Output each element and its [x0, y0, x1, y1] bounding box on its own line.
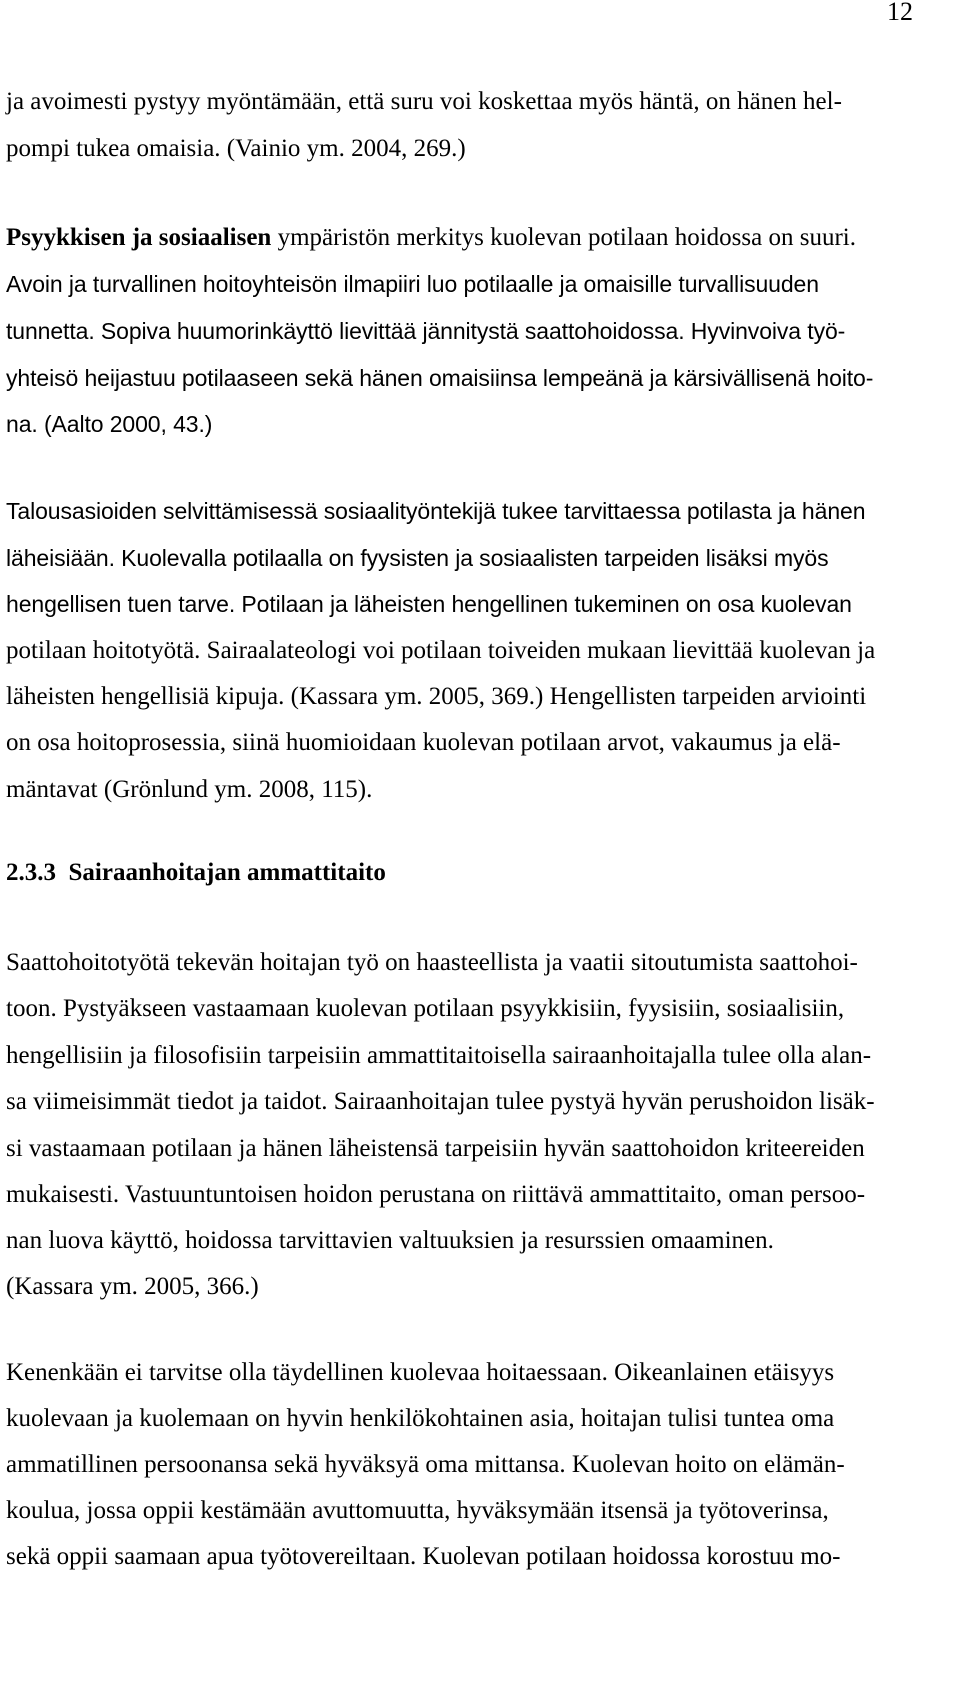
paragraph-3-line-7: mäntavat (Grönlund ym. 2008, 115).	[6, 776, 373, 803]
paragraph-1-line-1: ja avoimesti pystyy myöntämään, että suru voi koskettaa myös häntä, on hänen hel-	[6, 88, 842, 115]
paragraph-2-line-3: tunnetta. Sopiva huumorinkäyttö lievittää jännitystä saattohoidossa. Hyvinvoiva työ-	[6, 318, 846, 344]
paragraph-3-line-4: potilaan hoitotyötä. Sairaalateologi voi potilaan toiveiden mukaan lievittää kuolevan ja	[6, 637, 876, 664]
section-number: 2.3.3	[6, 859, 56, 886]
paragraph-4-line-1: Saattohoitotyötä tekevän hoitajan työ on haasteellista ja vaatii sitoutumista saattohoi-	[6, 949, 858, 976]
paragraph-4-line-8: (Kassara ym. 2005, 366.)	[6, 1273, 259, 1300]
section-heading	[6, 858, 386, 888]
section-title: Sairaanhoitajan ammattitaito	[68, 859, 386, 886]
paragraph-2-line-4: yhteisö heijastuu potilaaseen sekä hänen omaisiinsa lempeänä ja kärsivällisenä hoito-	[6, 365, 874, 391]
paragraph-2-bold-phrase: Psyykkisen ja sosiaalisen	[6, 224, 272, 251]
paragraph-2-line-1	[6, 223, 856, 253]
paragraph-5-line-5: sekä oppii saamaan apua työtovereiltaan. Kuolevan potilaan hoidossa korostuu mo-	[6, 1543, 841, 1570]
paragraph-2-line-2: Avoin ja turvallinen hoitoyhteisön ilmapiiri luo potilaalle ja omaisille turvallisuuden	[6, 271, 819, 297]
paragraph-5-line-2: kuolevaan ja kuolemaan on hyvin henkilökohtainen asia, hoitajan tulisi tuntea oma	[6, 1405, 835, 1432]
paragraph-5-line-4: koulua, jossa oppii kestämään avuttomuutta, hyväksymään itsensä ja työtoverinsa,	[6, 1497, 829, 1524]
paragraph-4-line-4: sa viimeisimmät tiedot ja taidot. Sairaanhoitajan tulee pystyä hyvän perushoidon lisäk-	[6, 1088, 875, 1115]
paragraph-1-line-2: pompi tukea omaisia. (Vainio ym. 2004, 269.)	[6, 135, 466, 162]
page-number: 12	[887, 0, 913, 26]
paragraph-2-line-5: na. (Aalto 2000, 43.)	[6, 411, 213, 437]
paragraph-2-line-1-rest: ympäristön merkitys kuolevan potilaan hoidossa on suuri.	[271, 224, 856, 251]
paragraph-4-line-5: si vastaamaan potilaan ja hänen läheistensä tarpeisiin hyvän saattohoidon kriteereiden	[6, 1135, 865, 1162]
paragraph-3-line-3: hengellisen tuen tarve. Potilaan ja läheisten hengellinen tukeminen on osa kuolevan	[6, 591, 852, 617]
paragraph-5-line-3: ammatillinen persoonansa sekä hyväksyä oma mittansa. Kuolevan hoito on elämän-	[6, 1451, 845, 1478]
paragraph-3-line-6: on osa hoitoprosessia, siinä huomioidaan kuolevan potilaan arvot, vakaumus ja elä-	[6, 729, 841, 756]
paragraph-3-line-1: Talousasioiden selvittämisessä sosiaalityöntekijä tukee tarvittaessa potilasta ja hänen	[6, 498, 866, 524]
paragraph-5-line-1: Kenenkään ei tarvitse olla täydellinen kuolevaa hoitaessaan. Oikeanlainen etäisyys	[6, 1359, 835, 1386]
paragraph-4-line-2: toon. Pystyäkseen vastaamaan kuolevan potilaan psyykkisiin, fyysisiin, sosiaalisiin,	[6, 995, 845, 1022]
paragraph-3-line-2: läheisiään. Kuolevalla potilaalla on fyysisten ja sosiaalisten tarpeiden lisäksi myös	[6, 545, 829, 571]
paragraph-4-line-7: nan luova käyttö, hoidossa tarvittavien valtuuksien ja resurssien omaaminen.	[6, 1227, 774, 1254]
paragraph-4-line-6: mukaisesti. Vastuuntuntoisen hoidon perustana on riittävä ammattitaito, oman persoo-	[6, 1181, 866, 1208]
paragraph-3-line-5: läheisten hengellisiä kipuja. (Kassara ym. 2005, 369.) Hengellisten tarpeiden arviointi	[6, 683, 867, 710]
paragraph-4-line-3: hengellisiin ja filosofisiin tarpeisiin ammattitaitoisella sairaanhoitajalla tulee olla alan-	[6, 1042, 872, 1069]
